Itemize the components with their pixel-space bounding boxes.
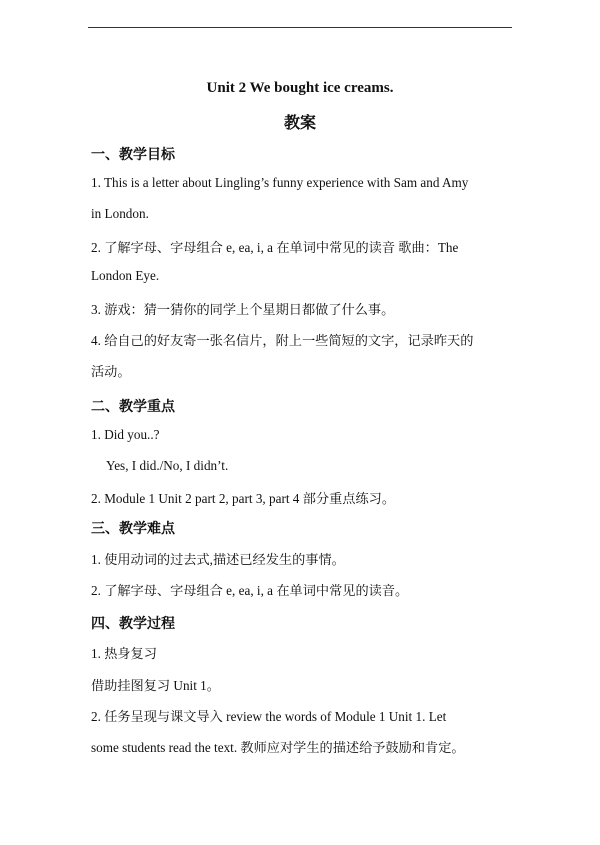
objectives-line: in London. — [91, 206, 149, 221]
section-heading-objectives: 一、教学目标 — [91, 148, 175, 163]
process-line: some students read the text. 教师应对学生的描述给予鼓励和肯定。 — [91, 740, 465, 755]
objectives-line: 4. 给自己的好友寄一张名信片，附上一些简短的文字，记录昨天的 — [91, 333, 474, 348]
section-heading-process: 四、教学过程 — [91, 617, 175, 632]
process-line: 2. 任务呈现与课文导入 review the words of Module 1 Unit 1. Let — [91, 709, 447, 724]
header-rule — [88, 27, 512, 28]
objectives-line: 2. 了解字母、字母组合 e, ea, i, a 在单词中常见的读音 歌曲：The — [91, 240, 459, 255]
key-points-line: 2. Module 1 Unit 2 part 2, part 3, part 4 部分重点练习。 — [91, 491, 396, 506]
document-title: Unit 2 We bought ice creams. — [206, 80, 394, 96]
section-heading-key-points: 二、教学重点 — [91, 400, 175, 415]
objectives-line: 3. 游戏：猜一猜你的同学上个星期日都做了什么事。 — [91, 302, 395, 317]
objectives-line: London Eye. — [91, 268, 160, 283]
difficulties-line: 2. 了解字母、字母组合 e, ea, i, a 在单词中常见的读音。 — [91, 583, 409, 598]
difficulties-line: 1. 使用动词的过去式,描述已经发生的事情。 — [91, 552, 345, 567]
process-line: 1. 热身复习 — [91, 646, 157, 661]
key-points-line: Yes, I did./No, I didn’t. — [106, 458, 229, 473]
document-subtitle: 教案 — [283, 115, 316, 132]
key-points-line: 1. Did you..? — [91, 427, 160, 442]
process-line: 借助挂图复习 Unit 1。 — [91, 678, 220, 693]
objectives-line: 1. This is a letter about Lingling’s funny experience with Sam and Amy — [91, 175, 469, 190]
section-heading-difficulties: 三、教学难点 — [91, 522, 175, 537]
objectives-line: 活动。 — [91, 364, 131, 379]
